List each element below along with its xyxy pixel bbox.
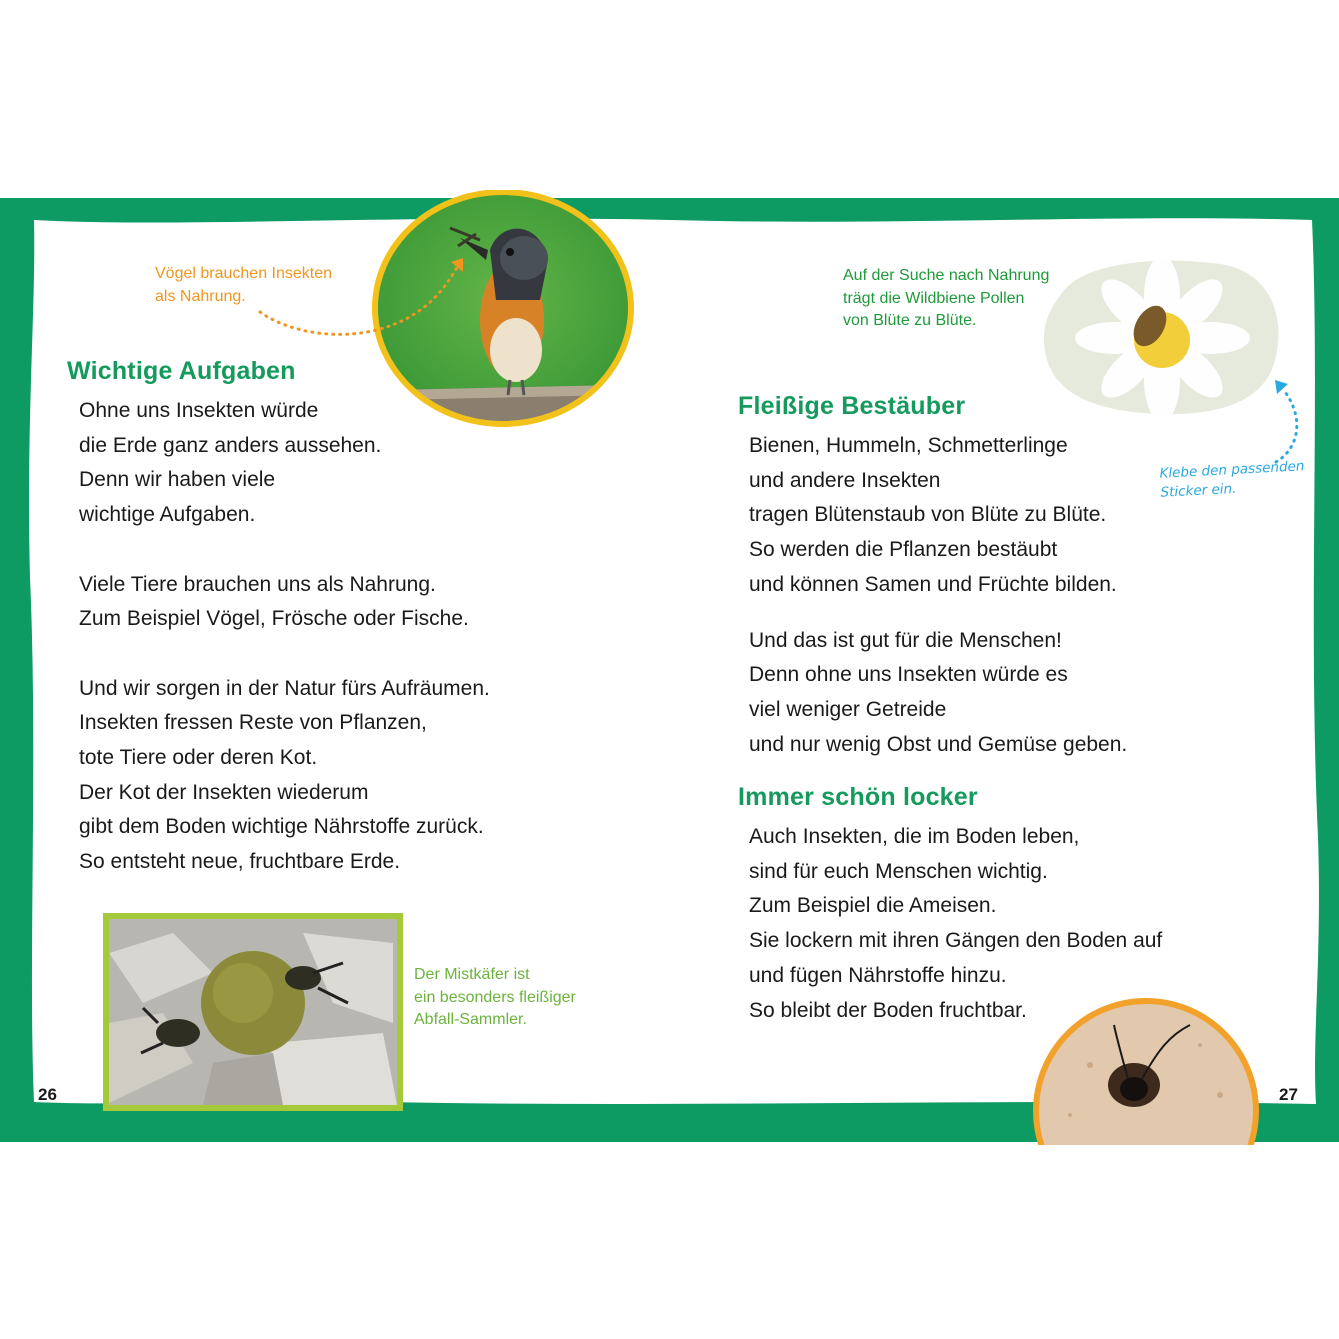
caption-line: Auf der Suche nach Nahrung	[843, 267, 1050, 284]
text-line: Denn ohne uns Insekten würde es	[749, 663, 1068, 687]
caption-line: Der Mistkäfer ist	[414, 966, 530, 983]
text-line: wichtige Aufgaben.	[79, 503, 256, 527]
text-line: gibt dem Boden wichtige Nährstoffe zurück.	[79, 815, 484, 839]
text-line: tote Tiere oder deren Kot.	[79, 746, 318, 769]
text-line: Ohne uns Insekten würde	[79, 399, 319, 422]
heading-wichtige-aufgaben: Wichtige Aufgaben	[67, 357, 296, 385]
caption-line: als Nahrung.	[155, 287, 246, 305]
page-number-right: 27	[1279, 1085, 1298, 1104]
text-line: Auch Insekten, die im Boden leben,	[749, 825, 1080, 848]
beetle-caption	[414, 964, 576, 1032]
text-line: Zum Beispiel die Ameisen.	[749, 894, 997, 918]
bird-caption	[155, 263, 332, 308]
bee-flower-photo	[1040, 256, 1282, 418]
heading-immer-schoen-locker: Immer schön locker	[738, 783, 978, 811]
right-body-text-1	[749, 429, 1127, 762]
text-line: und fügen Nährstoffe hinzu.	[749, 963, 1007, 987]
text-line: sind für euch Menschen wichtig.	[749, 859, 1048, 883]
text-line: Und das ist gut für die Menschen!	[749, 628, 1062, 652]
text-line: Bienen, Hummeln, Schmetterlinge	[749, 434, 1068, 457]
text-line: und können Samen und Früchte bilden.	[749, 572, 1117, 596]
text-line: So bleibt der Boden fruchtbar.	[749, 998, 1027, 1022]
text-line: Der Kot der Insekten wiederum	[79, 780, 369, 804]
left-body-text	[79, 394, 490, 880]
bee-caption	[843, 265, 1049, 333]
text-line: Zum Beispiel Vögel, Frösche oder Fische.	[79, 607, 469, 631]
text-line: Insekten fressen Reste von Pflanzen,	[79, 711, 427, 735]
text-line: und andere Insekten	[749, 468, 941, 492]
book-spread	[0, 198, 1339, 1142]
note-line: Klebe den passenden	[1159, 458, 1305, 482]
text-line: tragen Blütenstaub von Blüte zu Blüte.	[749, 503, 1107, 527]
right-body-text-2	[749, 820, 1162, 1028]
caption-line: trägt die Wildbiene Pollen	[843, 289, 1025, 307]
text-line: die Erde ganz anders aussehen.	[79, 433, 382, 457]
text-line: Sie lockern mit ihren Gängen den Boden auf	[749, 929, 1163, 953]
caption-line: ein besonders fleißiger	[414, 988, 576, 1006]
sticker-pointer-arrow	[1268, 374, 1308, 469]
caption-line: von Blüte zu Blüte.	[843, 312, 977, 329]
caption-line: Abfall-Sammler.	[414, 1011, 527, 1028]
text-line: und nur wenig Obst und Gemüse geben.	[749, 732, 1128, 756]
heading-fleissige-bestaeuber: Fleißige Bestäuber	[738, 392, 966, 420]
dung-beetle-photo	[103, 913, 403, 1111]
note-line: Sticker ein.	[1160, 480, 1237, 501]
text-line: viel weniger Getreide	[749, 697, 947, 721]
page-number-left: 26	[38, 1085, 57, 1104]
text-line: So werden die Pflanzen bestäubt	[749, 538, 1058, 562]
caption-line: Vögel brauchen Insekten	[155, 265, 333, 282]
sticker-note	[1159, 457, 1306, 503]
text-line: So entsteht neue, fruchtbare Erde.	[79, 850, 401, 874]
text-line: Und wir sorgen in der Natur fürs Aufräumen.	[79, 676, 490, 700]
text-line: Denn wir haben viele	[79, 468, 276, 492]
text-line: Viele Tiere brauchen uns als Nahrung.	[79, 572, 436, 596]
